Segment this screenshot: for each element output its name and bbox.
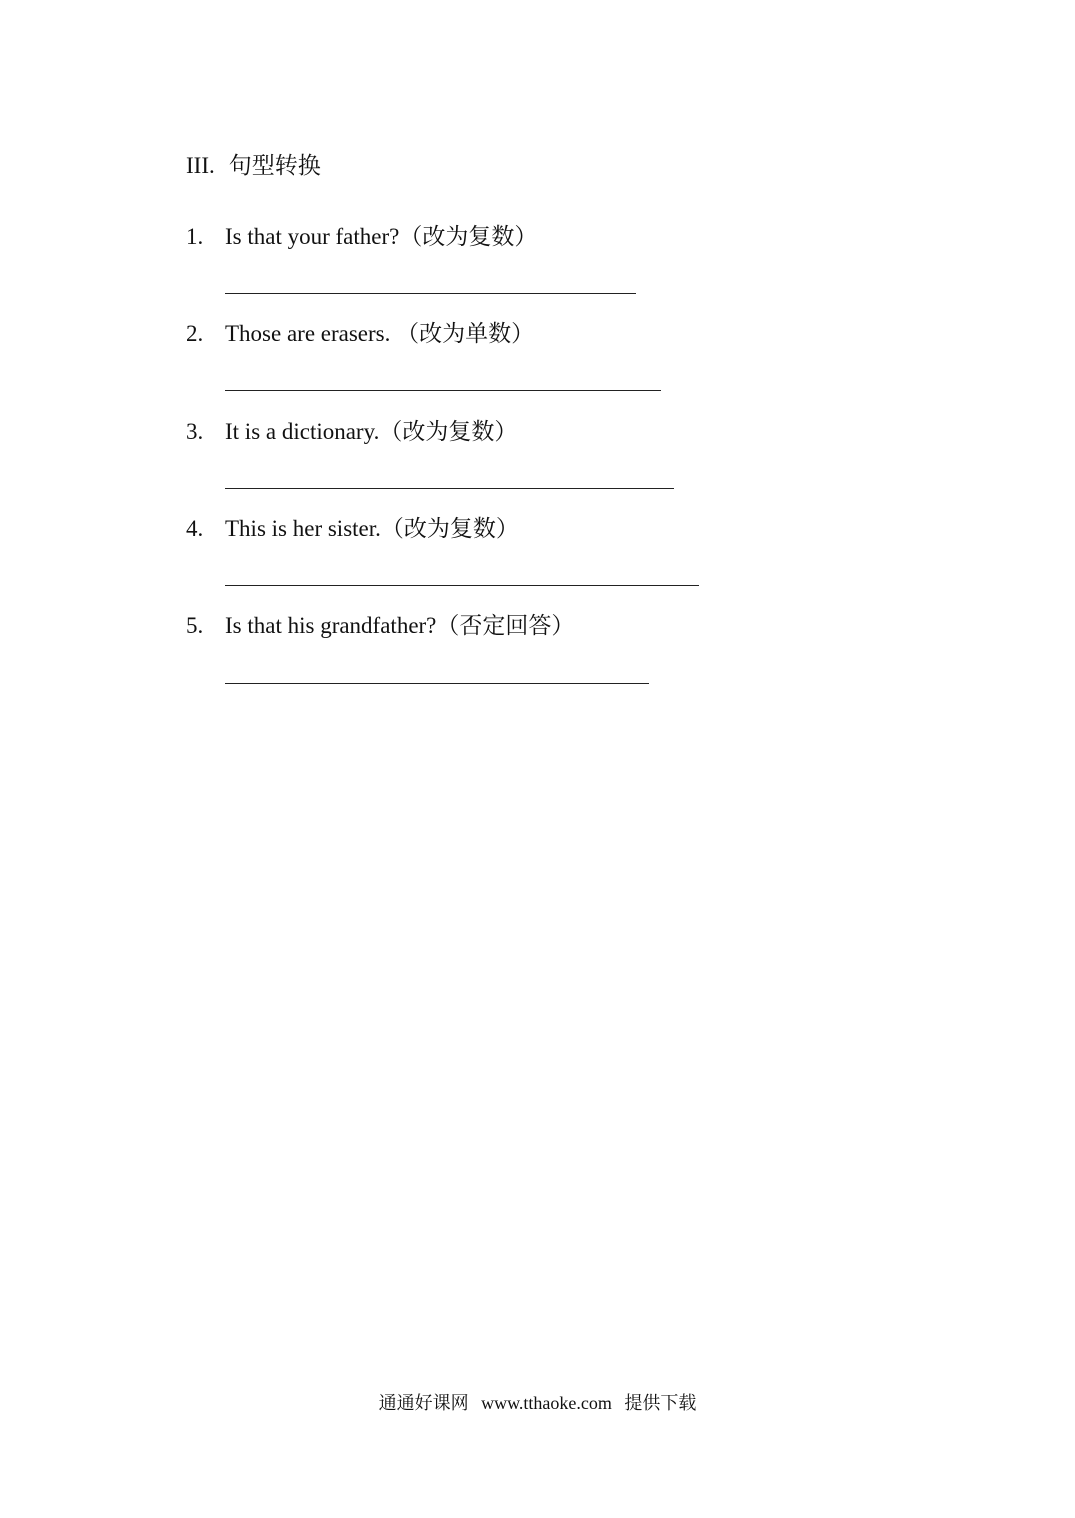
question-5	[186, 610, 574, 642]
question-text: Is that your father?（改为复数）	[225, 224, 538, 249]
question-number: 4.	[186, 516, 204, 541]
answer-line-4[interactable]	[225, 585, 699, 586]
footer-suffix: 提供下载	[624, 1393, 697, 1413]
question-number: 1.	[186, 224, 204, 249]
answer-line-3[interactable]	[225, 488, 674, 489]
answer-line-2[interactable]	[225, 390, 661, 391]
question-4	[186, 513, 519, 545]
question-2	[186, 318, 534, 350]
section-heading	[186, 150, 321, 182]
question-number: 5.	[186, 613, 204, 638]
question-3	[186, 416, 517, 448]
question-number: 3.	[186, 419, 204, 444]
question-text: It is a dictionary.（改为复数）	[225, 419, 518, 444]
question-text: Those are erasers. （改为单数）	[225, 321, 535, 346]
footer-url[interactable]: www.tthaoke.com	[481, 1393, 612, 1413]
section-title: 句型转换	[228, 153, 321, 178]
footer-site-name: 通通好课网	[378, 1393, 469, 1413]
section-numeral: III.	[186, 153, 215, 178]
question-number: 2.	[186, 321, 204, 346]
question-1	[186, 221, 537, 253]
answer-line-1[interactable]	[225, 293, 636, 294]
page-footer	[0, 1390, 1075, 1416]
answer-line-5[interactable]	[225, 683, 649, 684]
question-text: This is her sister.（改为复数）	[225, 516, 519, 541]
question-text: Is that his grandfather?（否定回答）	[225, 613, 575, 638]
